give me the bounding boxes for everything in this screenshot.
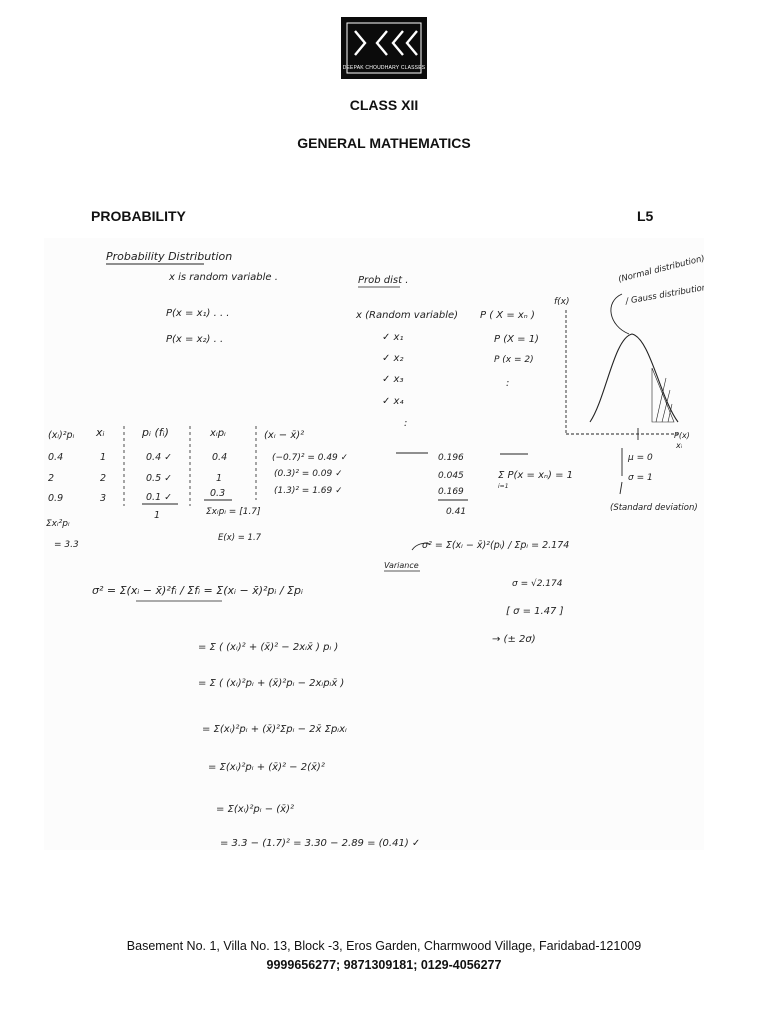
hatch-line xyxy=(656,378,666,422)
derivation-line: σ² = Σ(xᵢ − x̄)²fᵢ / Σfᵢ = Σ(xᵢ − x̄)²pᵢ / Σpᵢ xyxy=(92,584,303,597)
prob-dist-heading: Prob dist . xyxy=(358,275,409,286)
derivation-line: = Σ(xᵢ)²pᵢ − (x̄)² xyxy=(216,804,294,815)
table-header: xᵢ xyxy=(96,426,105,439)
table-cell: 3 xyxy=(100,493,107,504)
table-cell: 0.4 xyxy=(212,452,228,463)
table-cell: (0.3)² = 0.09 ✓ xyxy=(274,469,343,479)
table-cell: 0.1 ✓ xyxy=(146,492,173,503)
sum-last-value: 0.41 xyxy=(446,507,467,517)
gauss-distribution-label: / Gauss distribution xyxy=(624,282,704,307)
rv-item: ✓ x₃ xyxy=(382,374,404,385)
rv-item: ✓ x₄ xyxy=(382,396,404,407)
table-cell: 0.4 xyxy=(48,452,64,463)
plus-minus-sigma: → (± 2σ) xyxy=(492,634,536,645)
table-cell: 0.5 ✓ xyxy=(146,473,173,484)
prob-item: P (x = 2) xyxy=(494,355,534,365)
table-cell: (1.3)² = 1.69 ✓ xyxy=(274,486,343,496)
table-cell: 0.3 xyxy=(210,488,226,499)
xi-axis-label: xᵢ xyxy=(676,441,683,450)
fx-axis-label: f(x) xyxy=(554,297,570,307)
px1-line: P(x = x₁) . . . xyxy=(166,308,230,319)
rv-item: : xyxy=(404,418,408,429)
variance-definition: σ² = Σ(xᵢ − x̄)²(pᵢ) / Σpᵢ = 2.174 xyxy=(422,540,570,551)
table-cell: (−0.7)² = 0.49 ✓ xyxy=(272,453,349,463)
table-header: (xᵢ)²pᵢ xyxy=(48,430,75,441)
mu-label: μ = 0 xyxy=(628,453,653,463)
sigma-label: σ = 1 xyxy=(628,473,653,483)
table-cell: 0.9 xyxy=(48,493,64,504)
notes-heading: Probability Distribution xyxy=(106,250,233,263)
prob-item: : xyxy=(506,378,510,389)
table-cell: 1 xyxy=(100,452,107,463)
notes-canvas xyxy=(44,238,704,850)
handwritten-notes xyxy=(44,238,704,850)
prob-item: P (X = 1) xyxy=(494,334,539,345)
table-header: xᵢpᵢ xyxy=(210,428,226,439)
variance-word: Variance xyxy=(384,561,419,570)
lesson-number: L5 xyxy=(637,208,654,224)
prob-column-title: P ( X = xₙ ) xyxy=(480,310,535,321)
table-cell: 2 xyxy=(48,473,55,484)
shaded-tail xyxy=(652,368,674,422)
normal-distribution-label: (Normal distribution) xyxy=(617,253,704,285)
table-header: pᵢ (fᵢ) xyxy=(142,426,169,439)
footer-address: Basement No. 1, Villa No. 13, Block -3, Eros Garden, Charmwood Village, Faridabad-121009 xyxy=(126,939,642,953)
footer-phones: 9999656277; 9871309181; 0129-4056277 xyxy=(266,958,502,972)
sum-x2pi-value: = 3.3 xyxy=(54,540,79,550)
rv-item: ✓ x₁ xyxy=(382,332,404,343)
intro-line: x is random variable . xyxy=(169,272,278,283)
table-header: (xᵢ − x̄)² xyxy=(264,430,305,441)
table-cell: 2 xyxy=(100,473,107,484)
sum-probability-limits: i=1 xyxy=(498,483,509,490)
sum-xipi: Σxᵢpᵢ = [1.7] xyxy=(206,507,261,517)
std-deviation-label: (Standard deviation) xyxy=(610,503,698,513)
derivation-line: = Σ ( (xᵢ)²pᵢ + (x̄)²pᵢ − 2xᵢpᵢx̄ ) xyxy=(198,678,345,689)
derivation-line: = 3.3 − (1.7)² = 3.30 − 2.89 = (0.41) ✓ xyxy=(220,838,421,849)
chapter-title: PROBABILITY xyxy=(91,208,186,224)
arrow-line xyxy=(620,482,622,494)
subject-title: GENERAL MATHEMATICS xyxy=(297,135,471,151)
sum-pi-value: 1 xyxy=(154,510,161,521)
sigma-sqrt: σ = √2.174 xyxy=(512,579,563,589)
expectation: E(x) = 1.7 xyxy=(218,533,262,543)
table-cell: 0.196 xyxy=(438,453,464,463)
sum-probability: Σ P(x = xₙ) = 1 xyxy=(498,470,573,481)
derivation-line: = Σ(xᵢ)²pᵢ + (x̄)² − 2(x̄)² xyxy=(208,762,325,773)
class-title: CLASS XII xyxy=(349,97,419,113)
table-cell: 0.045 xyxy=(438,471,464,481)
derivation-line: = Σ(xᵢ)²pᵢ + (x̄)²Σpᵢ − 2x̄ Σpᵢxᵢ xyxy=(202,724,347,735)
rv-item: ✓ x₂ xyxy=(382,353,404,364)
logo xyxy=(341,17,427,79)
table-cell: 1 xyxy=(216,473,223,484)
rv-column-title: x (Random variable) xyxy=(356,310,459,321)
derivation-line: = Σ ( (xᵢ)² + (x̄)² − 2xᵢx̄ ) pᵢ ) xyxy=(198,642,339,653)
bell-curve xyxy=(590,334,678,422)
logo-text: DEEPAK CHOUDHARY CLASSES xyxy=(342,65,426,71)
sum-x2pi: Σxᵢ²pᵢ xyxy=(46,519,70,529)
table-cell: 0.4 ✓ xyxy=(146,452,173,463)
px2-line: P(x = x₂) . . xyxy=(166,334,224,345)
table-cell: 0.169 xyxy=(438,487,464,497)
px-axis-label: P(x) xyxy=(674,431,690,440)
sigma-value: [ σ = 1.47 ] xyxy=(506,606,564,617)
